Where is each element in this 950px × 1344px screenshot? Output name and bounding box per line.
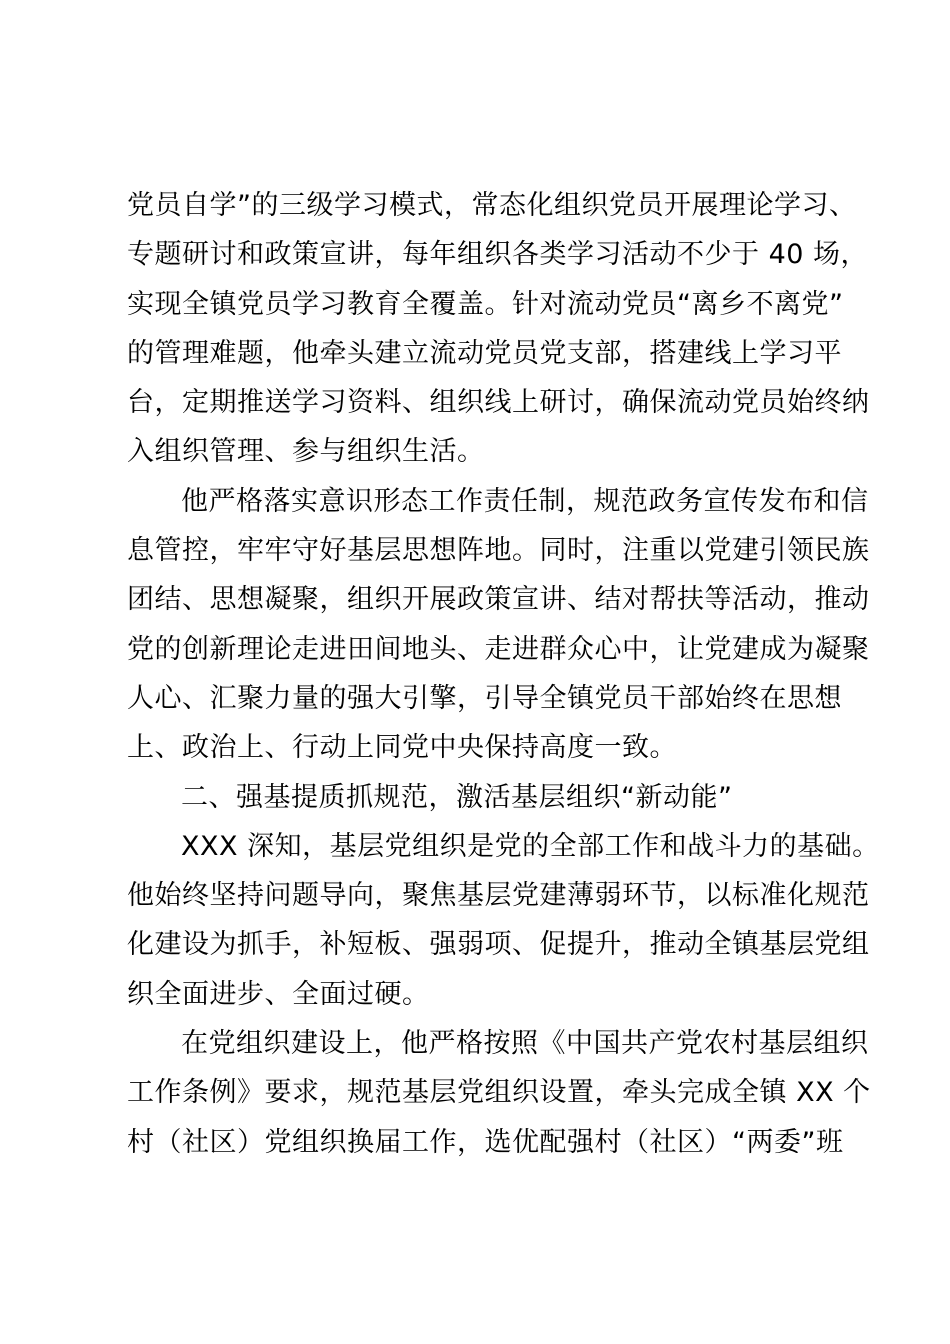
text-line: 村（社区）党组织换届工作，选优配强村（社区）“两委”班 [127,1126,844,1158]
text-line: 织全面进步、全面过硬。 [127,978,430,1010]
text-line: 实现全镇党员学习教育全覆盖。针对流动党员“离乡不离党” [127,288,844,320]
text-line: 入组织管理、参与组织生活。 [127,436,485,468]
text-line: 息管控，牢牢守好基层思想阵地。同时，注重以党建引领民族 [127,535,870,567]
text-line: 化建设为抓手，补短板、强弱项、促提升，推动全镇基层党组 [127,929,870,961]
text-line: 工作条例》要求，规范基层党组织设置，牵头完成全镇 XX 个 [127,1077,871,1109]
section-heading-text: 二、强基提质抓规范，激活基层组织“新动能” [181,781,733,813]
text-line: 团结、思想凝聚，组织开展政策宣讲、结对帮扶等活动，推动 [127,584,870,616]
text-line: 他始终坚持问题导向，聚焦基层党建薄弱环节，以标准化规范 [127,880,870,912]
document-body [127,181,880,1167]
text-line: 党的创新理论走进田间地头、走进群众心中，让党建成为凝聚 [127,633,870,665]
text-line: 上、政治上、行动上同党中央保持高度一致。 [127,732,677,764]
text-line: 他严格落实意识形态工作责任制，规范政务宣传发布和信 [181,485,869,517]
text-line: XXX 深知，基层党组织是党的全部工作和战斗力的基础。 [181,830,880,862]
text-line: 人心、汇聚力量的强大引擎，引导全镇党员干部始终在思想 [127,682,842,714]
text-line: 的管理难题，他牵头建立流动党员党支部，搭建线上学习平 [127,337,842,369]
text-line: 专题研讨和政策宣讲，每年组织各类学习活动不少于 40 场， [127,239,869,271]
paragraph-grassroots [127,822,880,1019]
paragraph-study-model [127,181,870,477]
paragraph-ideology [127,477,870,773]
text-line: 党员自学”的三级学习模式，常态化组织党员开展理论学习、 [127,190,857,221]
text-line: 台，定期推送学习资料、组织线上研讨，确保流动党员始终纳 [127,387,870,419]
section-heading [127,773,833,822]
paragraph-organization-building [127,1019,871,1167]
text-line: 在党组织建设上，他严格按照《中国共产党农村基层组织 [181,1028,869,1060]
